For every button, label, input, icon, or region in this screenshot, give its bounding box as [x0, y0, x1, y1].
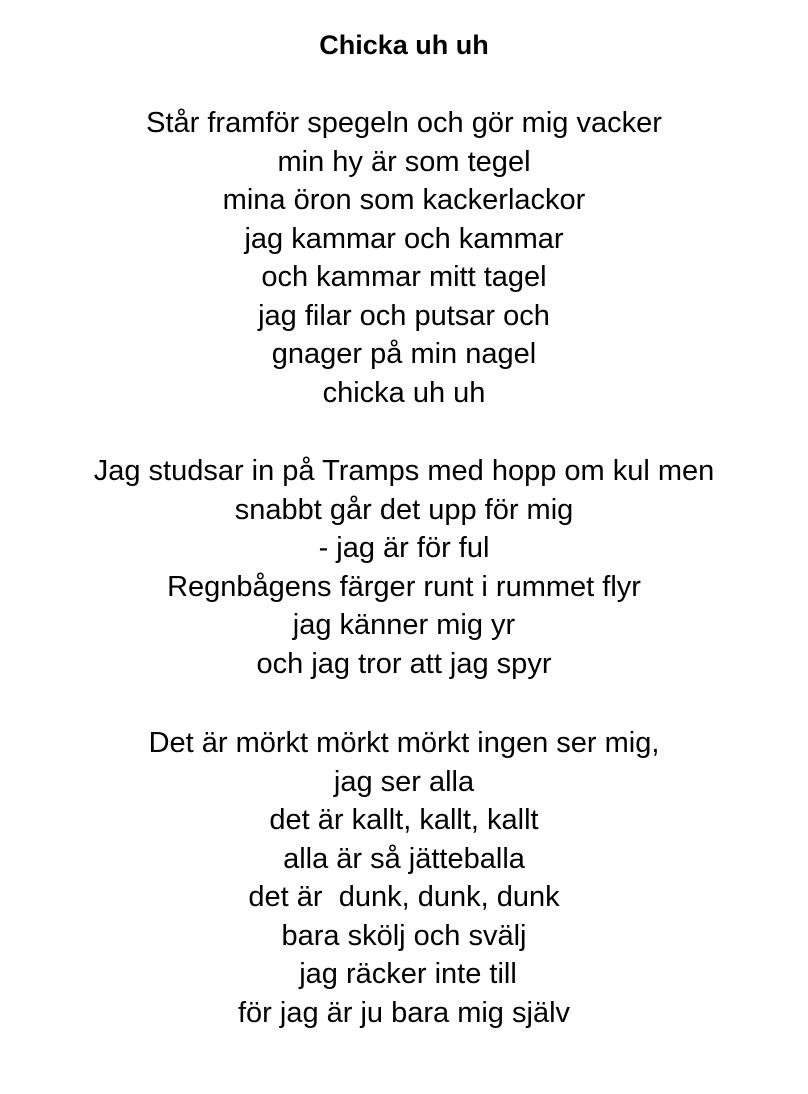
poem-line: och kammar mitt tagel [261, 261, 547, 293]
poem-line: Regnbågens färger runt i rummet flyr [167, 570, 641, 603]
stanza-1 [0, 104, 808, 412]
poem-line: alla är så jätteballa [283, 842, 525, 875]
poem-line: det är kallt, kallt, kallt [269, 804, 539, 836]
poem-line: min hy är som tegel [277, 145, 531, 178]
poem-line: gnager på min nagel [271, 338, 537, 370]
poem-line: snabbt går det upp för mig [234, 493, 574, 526]
poem-line: jag filar och putsar och [258, 299, 550, 332]
poem-line: chicka uh uh [322, 376, 486, 409]
stanza-3 [0, 724, 808, 1032]
poem-line: för jag är ju bara mig själv [237, 996, 571, 1029]
stanza-2 [0, 452, 808, 683]
poem-line: - jag är för ful [318, 532, 490, 564]
poem-line: och jag tror att jag spyr [256, 647, 552, 680]
poem-line: jag känner mig yr [292, 609, 516, 641]
poem-line: Står framför spegeln och gör mig vacker [146, 107, 662, 139]
poem-line: Det är mörkt mörkt mörkt ingen ser mig, [148, 727, 660, 759]
poem-line: jag kammar och kammar [244, 222, 564, 255]
poem-line: mina öron som kackerlackor [222, 184, 586, 216]
poem-line: det är dunk, dunk, dunk [248, 881, 560, 913]
poem-line: jag ser alla [333, 765, 475, 798]
poem-line: jag räcker inte till [291, 958, 517, 990]
poem-line: bara skölj och svälj [281, 919, 527, 952]
poem-title: Chicka uh uh [319, 30, 489, 60]
poem-line: Jag studsar in på Tramps med hopp om kul men [93, 455, 715, 487]
